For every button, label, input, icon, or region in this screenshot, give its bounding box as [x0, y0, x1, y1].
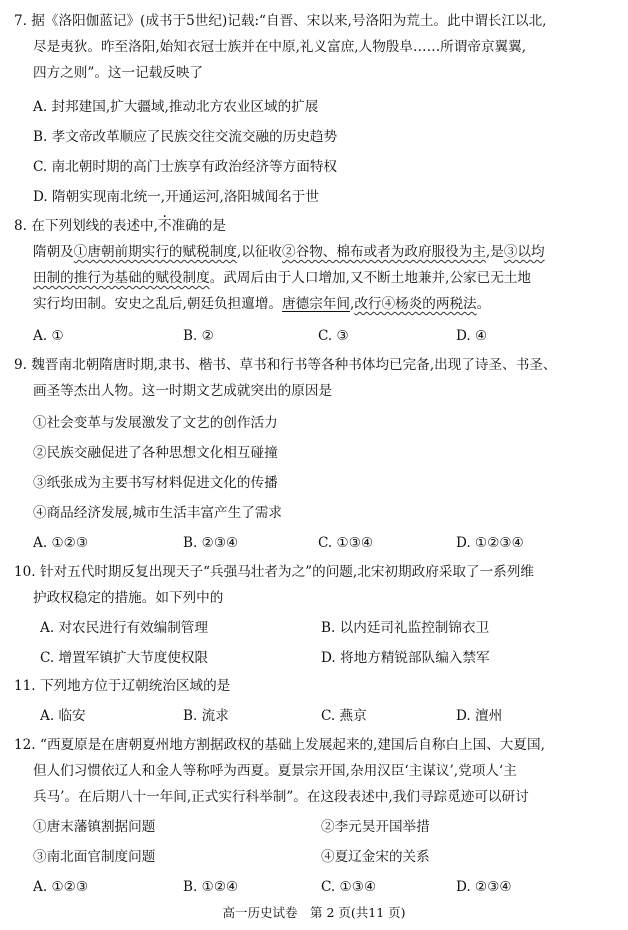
q8-p2-text-a: 。武周后由于人口增加,又不断土地兼并,公家已无土地	[209, 270, 532, 286]
q9-option-a: A. ①②③	[33, 535, 89, 551]
q9-item-2: ②民族交融促进了各种思想文化相互碰撞	[33, 445, 278, 461]
q8-passage-line3	[33, 294, 490, 314]
q9-option-d: D. ①②③④	[456, 535, 524, 551]
q12-stem-line1: 12. “西夏原是在唐朝夏州地方割据政权的基础上发展起来的,建国后自称白上国、大夏国,	[14, 737, 545, 753]
q7-stem-line1: 7. 据《洛阳伽蓝记》(成书于5世纪)记载:“自晋、宋以来,号洛阳为荒土。此中谓长江以北,	[14, 13, 547, 29]
q8-underline-4a: 唐德宗年间	[282, 296, 350, 312]
q8-passage-line2	[33, 268, 531, 288]
q8-p1-text-a: 隋朝及	[33, 244, 74, 260]
q8-underline-2: ②谷物、棉布或者为政府服役为主	[282, 244, 486, 260]
q9-option-b: B. ②③④	[183, 535, 239, 551]
q12-option-d: D. ②③④	[456, 879, 512, 895]
q9-item-3: ③纸张成为主要书写材料促进文化的传播	[33, 475, 278, 491]
q8-stem-part1: 8. 在下列划线的表述中,	[14, 218, 158, 234]
q10-option-a: A. 对农民进行有效编制管理	[40, 620, 208, 636]
q11-option-a: A. 临安	[40, 708, 86, 724]
q8-option-b: B. ②	[183, 328, 214, 344]
q8-option-c: C. ③	[318, 328, 349, 344]
q8-p3-text-c: 。	[476, 296, 491, 312]
q8-stem-emphasis: 不	[157, 218, 172, 234]
q7-option-a: A. 封邦建国,扩大疆域,推动北方农业区域的扩展	[33, 99, 319, 115]
q10-stem-line2: 护政权稳定的措施。如下列中的	[33, 590, 224, 606]
q8-stem	[14, 216, 226, 236]
q12-item-2: ②李元昊开国举措	[321, 819, 430, 835]
q9-item-1: ①社会变革与发展激发了文艺的创作活力	[33, 415, 278, 431]
q7-stem-line3: 四方之则”。这一记载反映了	[33, 65, 204, 81]
q10-option-c: C. 增置军镇扩大节度使权限	[40, 650, 209, 666]
q7-option-b: B. 孝文帝改革顺应了民族交往交流交融的历史趋势	[33, 129, 338, 145]
page-footer: 高一历史试卷 第 2 页(共11 页)	[222, 905, 406, 920]
q11-option-b: B. 流求	[183, 708, 229, 724]
q12-item-4: ④夏辽金宋的关系	[321, 849, 430, 865]
q12-item-3: ③南北面官制度问题	[33, 849, 156, 865]
q8-option-d: D. ④	[456, 328, 488, 344]
q8-p1-text-b: ,以征收	[236, 244, 283, 260]
q7-option-d: D. 隋朝实现南北统一,开通运河,洛阳城闻名于世	[33, 189, 319, 205]
q8-passage-line1	[33, 242, 545, 262]
q12-item-1: ①唐末藩镇割据问题	[33, 819, 156, 835]
q7-stem-line2: 尽是夷狄。昨至洛阳,始知衣冠士族并在中原,礼义富庶,人物殷阜……所谓帝京翼翼,	[33, 39, 527, 55]
q8-underline-4b: 改行④杨炎的两税法	[354, 296, 477, 312]
q12-option-b: B. ①②④	[183, 879, 239, 895]
q12-stem-line2: 但人们习惯依辽人和金人等称呼为西夏。夏景宗开国,杂用汉臣‘主谋议’,党项人‘主	[33, 763, 517, 779]
q8-p1-text-c: ,是	[485, 244, 504, 260]
q8-underline-1: ①唐朝前期实行的赋税制度	[73, 244, 237, 260]
q9-option-c: C. ①③④	[318, 535, 374, 551]
q8-p3-text-a: 实行均田制。安史之乱后,朝廷负担邅增。	[33, 296, 283, 312]
q9-stem-line2: 画圣等杰出人物。这一时期文艺成就突出的原因是	[33, 383, 333, 399]
q8-stem-part2: 准确的是	[171, 218, 226, 234]
q12-stem-line3: 兵马’。在后期八十一年间,正式实行科举制”。在这段表述中,我们寻踪觅迹可以研讨	[33, 789, 529, 805]
q8-option-a: A. ①	[33, 328, 64, 344]
q8-underline-3b: 田制的推行为基础的赋役制度	[33, 270, 210, 286]
q7-option-c: C. 南北朝时期的高门士族享有政治经济等方面特权	[33, 159, 338, 175]
q11-stem: 11. 下列地方位于辽朝统治区域的是	[14, 678, 231, 694]
q10-option-b: B. 以内廷司礼监控制锦衣卫	[321, 620, 490, 636]
q9-item-4: ④商品经济发展,城市生活丰富产生了需求	[33, 505, 283, 521]
q9-stem-line1: 9. 魏晋南北朝隋唐时期,隶书、楷书、草书和行书等各种书体均已完备,出现了诗圣、书圣、	[14, 357, 557, 373]
q8-underline-3a: ③以均	[503, 244, 545, 260]
q10-stem-line1: 10. 针对五代时期反复出现天子“兵强马壮者为之”的问题,北宋初期政府采取了一系列维	[14, 564, 534, 580]
q11-option-d: D. 澶州	[456, 708, 503, 724]
q8-p3-text-b: ,	[349, 296, 355, 312]
q11-option-c: C. 燕京	[321, 708, 367, 724]
q10-option-d: D. 将地方精锐部队编入禁军	[321, 650, 490, 666]
q12-option-c: C. ①③④	[321, 879, 377, 895]
q12-option-a: A. ①②③	[33, 879, 89, 895]
